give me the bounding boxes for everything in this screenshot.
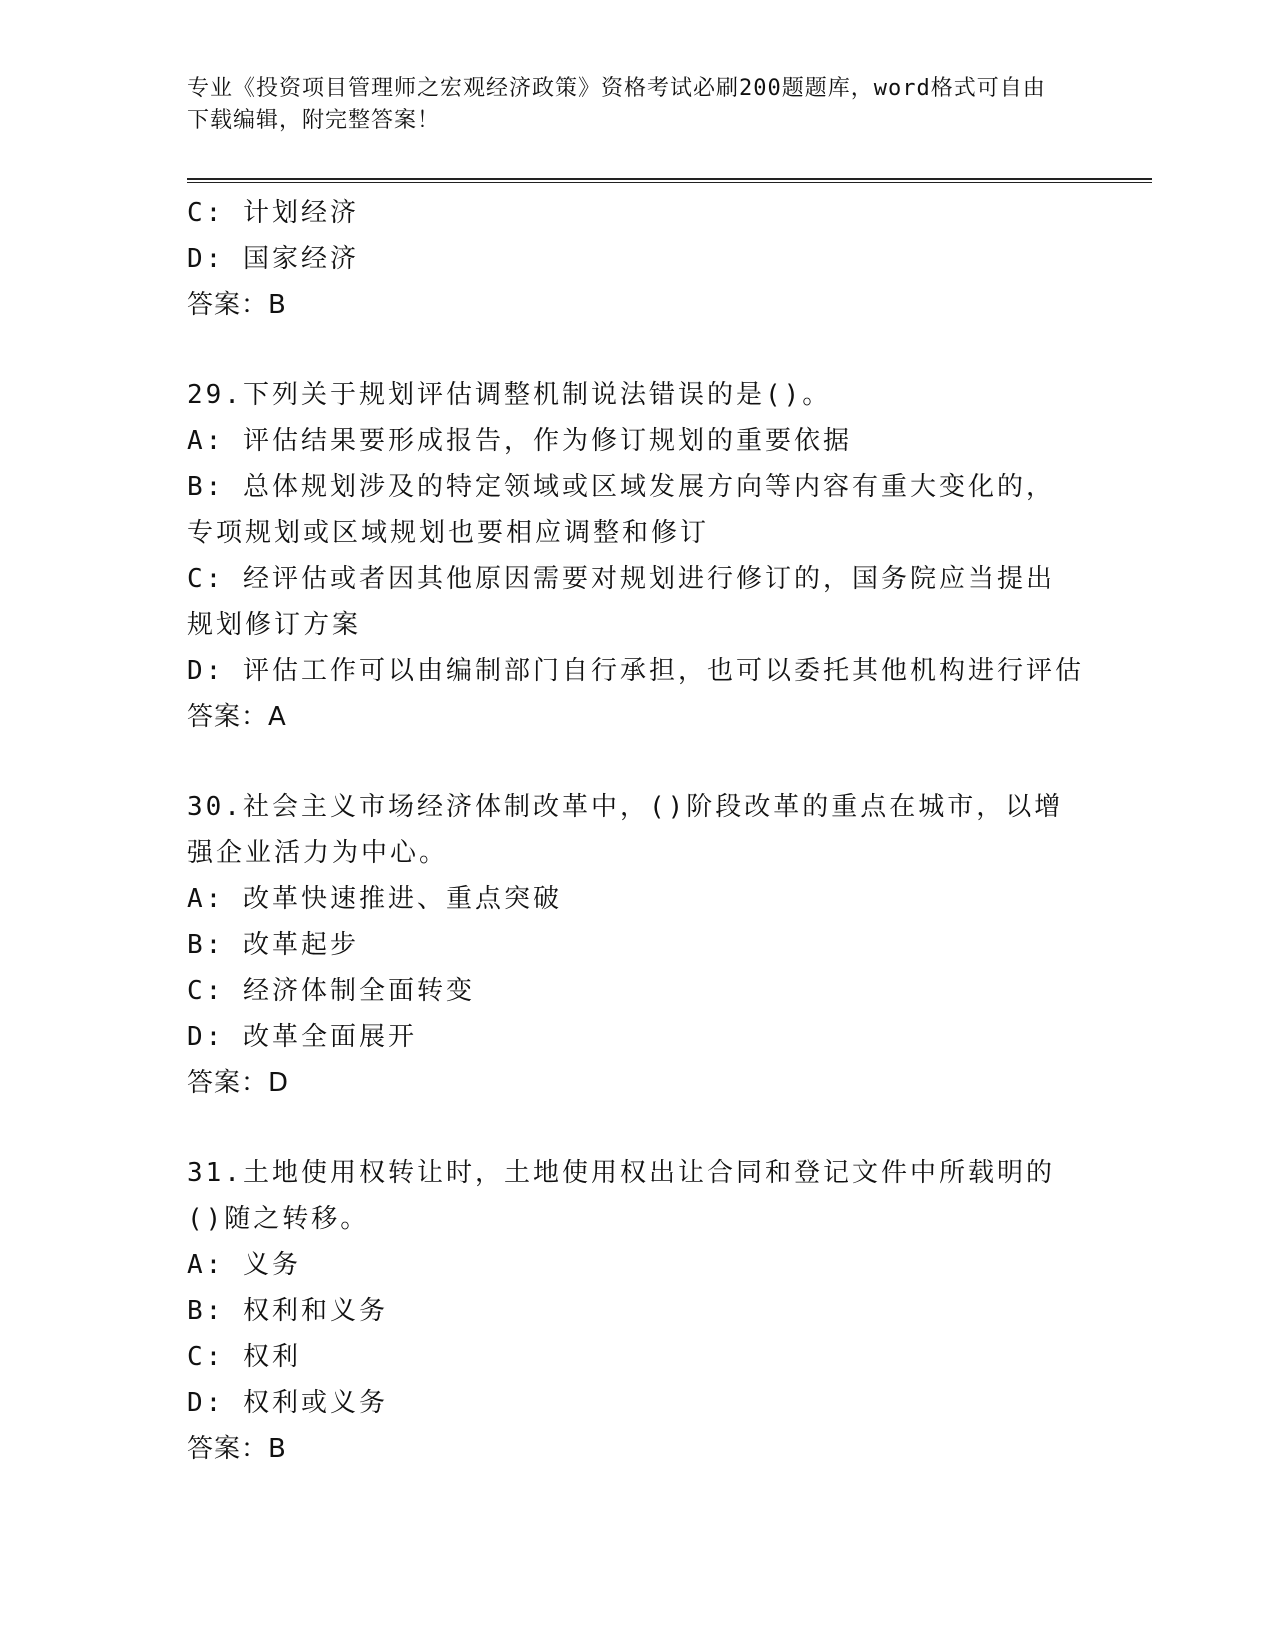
option-a: A: 义务 bbox=[187, 1250, 301, 1280]
header-rule-thin bbox=[187, 182, 1152, 183]
option-a: A: 改革快速推进、重点突破 bbox=[187, 884, 562, 914]
spacer bbox=[187, 1106, 1077, 1150]
answer-line: 答案：D bbox=[187, 1068, 290, 1098]
option-d: D: 改革全面展开 bbox=[187, 1022, 417, 1052]
question-stem: 31.土地使用权转让时，土地使用权出让合同和登记文件中所载明的()随之转移。 bbox=[187, 1158, 1055, 1234]
answer-line: 答案：B bbox=[187, 1434, 287, 1464]
option-b: B: 权利和义务 bbox=[187, 1296, 388, 1326]
question-stem: 29.下列关于规划评估调整机制说法错误的是()。 bbox=[187, 380, 832, 410]
option-c: C: 经济体制全面转变 bbox=[187, 976, 475, 1006]
spacer bbox=[187, 328, 1077, 372]
question-block-31 bbox=[187, 1150, 1077, 1472]
answer-line: 答案：A bbox=[187, 702, 287, 732]
option-d: D: 评估工作可以由编制部门自行承担，也可以委托其他机构进行评估 bbox=[187, 656, 1084, 686]
option-a: A: 评估结果要形成报告，作为修订规划的重要依据 bbox=[187, 426, 852, 456]
option-b: B: 改革起步 bbox=[187, 930, 359, 960]
page-header: 专业《投资项目管理师之宏观经济政策》资格考试必刷200题题库，word格式可自由下载编辑，附完整答案！ bbox=[187, 76, 1046, 133]
question-block-30 bbox=[187, 784, 1077, 1106]
option-c: C: 计划经济 bbox=[187, 198, 359, 228]
option-c: C: 权利 bbox=[187, 1342, 301, 1372]
spacer bbox=[187, 740, 1077, 784]
document-body bbox=[187, 190, 1084, 1472]
option-b: B: 总体规划涉及的特定领域或区域发展方向等内容有重大变化的，专项规划或区域规划也要相应调整和修订 bbox=[187, 472, 1055, 548]
option-c: C: 经评估或者因其他原因需要对规划进行修订的，国务院应当提出规划修订方案 bbox=[187, 564, 1055, 640]
option-d: D: 权利或义务 bbox=[187, 1388, 388, 1418]
header-rule-thick bbox=[187, 178, 1152, 180]
answer-line: 答案：B bbox=[187, 290, 287, 320]
question-stem: 30.社会主义市场经济体制改革中，()阶段改革的重点在城市，以增强企业活力为中心。 bbox=[187, 792, 1064, 868]
question-block-29 bbox=[187, 372, 1084, 740]
question-block-28 bbox=[187, 190, 1077, 328]
option-d: D: 国家经济 bbox=[187, 244, 359, 274]
